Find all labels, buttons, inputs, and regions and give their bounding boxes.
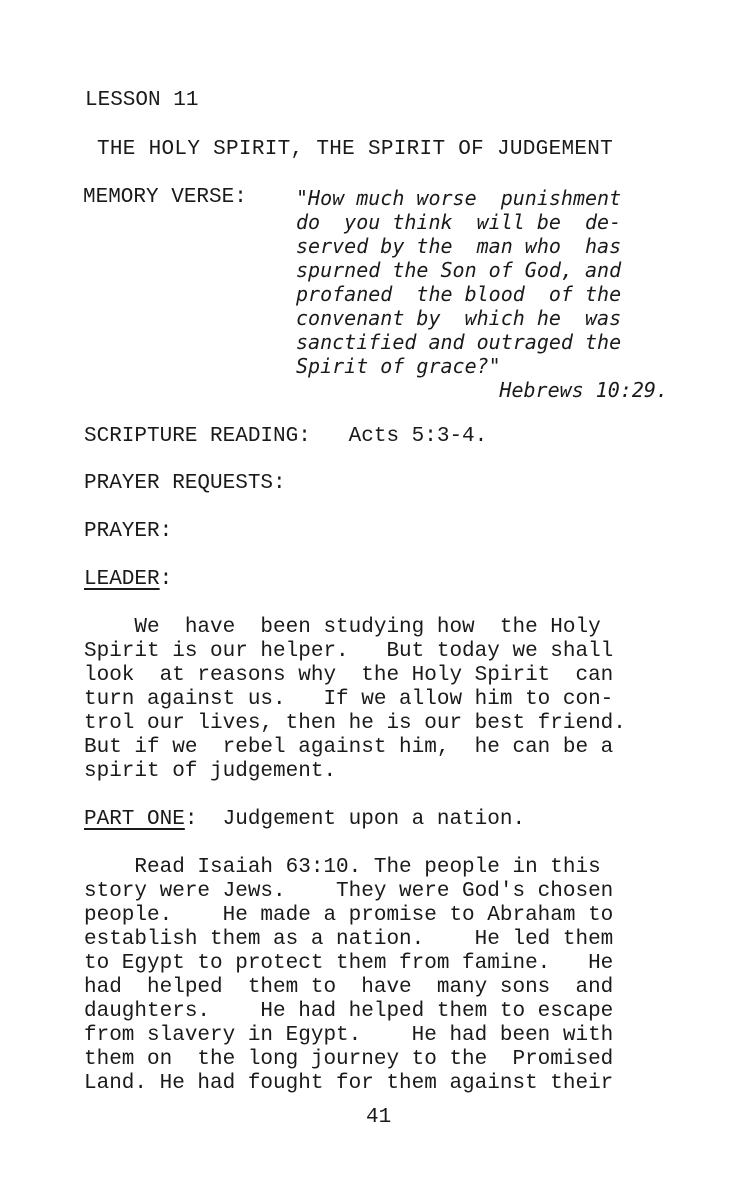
memory-verse-line: sanctified and outraged the (296, 330, 622, 354)
prayer-requests-heading: PRAYER REQUESTS: (84, 472, 286, 495)
paragraph-line: Read Isaiah 63:10. The people in this (84, 856, 601, 879)
paragraph-line: people. He made a promise to Abraham to (84, 904, 614, 927)
memory-verse-line: Spirit of grace?" (296, 354, 501, 378)
leader-paragraph (84, 616, 626, 784)
paragraph-line: spirit of judgement. (84, 760, 337, 783)
leader-heading (84, 568, 172, 592)
leader-colon: : (159, 568, 173, 591)
paragraph-line: to Egypt to protect them from famine. He (84, 952, 614, 975)
part-one-heading (84, 808, 525, 832)
paragraph-line: from slavery in Egypt. He had been with (84, 1024, 614, 1047)
paragraph-line: trol our lives, then he is our best friend. (84, 712, 626, 735)
page-number: 41 (366, 1106, 392, 1129)
memory-verse-text (296, 186, 621, 378)
memory-verse-label: MEMORY VERSE: (83, 186, 247, 209)
part-one-title: : Judgement upon a nation. (184, 808, 526, 831)
paragraph-line: Land. He had fought for them against their (84, 1072, 614, 1095)
leader-label: LEADER (84, 568, 160, 591)
paragraph-line: We have been studying how the Holy (84, 616, 601, 639)
paragraph-line: had helped them to have many sons and (84, 976, 614, 999)
lesson-title: THE HOLY SPIRIT, THE SPIRIT OF JUDGEMENT (97, 138, 614, 161)
paragraph-line: establish them as a nation. He led them (84, 928, 614, 951)
part-one-paragraph (84, 856, 613, 1096)
scripture-reading: SCRIPTURE READING: Acts 5:3-4. (84, 425, 488, 448)
memory-verse-line: spurned the Son of God, and (296, 258, 622, 282)
paragraph-line: them on the long journey to the Promised (84, 1048, 614, 1071)
memory-verse-line: profaned the blood of the (296, 282, 622, 306)
prayer-heading: PRAYER: (84, 520, 173, 543)
paragraph-line: Spirit is our helper. But today we shall (84, 640, 614, 663)
memory-verse-line: served by the man who has (296, 234, 622, 258)
paragraph-line: story were Jews. They were God's chosen (84, 880, 614, 903)
paragraph-line: But if we rebel against him, he can be a (84, 736, 614, 759)
part-one-label: PART ONE (84, 808, 185, 831)
paragraph-line: daughters. He had helped them to escape (84, 1000, 614, 1023)
memory-verse-reference: Hebrews 10:29. (499, 378, 668, 402)
paragraph-line: turn against us. If we allow him to con- (84, 688, 614, 711)
memory-verse-line: do you think will be de- (296, 210, 622, 234)
paragraph-line: look at reasons why the Holy Spirit can (84, 664, 614, 687)
lesson-number: LESSON 11 (85, 89, 199, 112)
memory-verse-line: "How much worse punishment (296, 186, 622, 210)
memory-verse-line: convenant by which he was (296, 306, 622, 330)
